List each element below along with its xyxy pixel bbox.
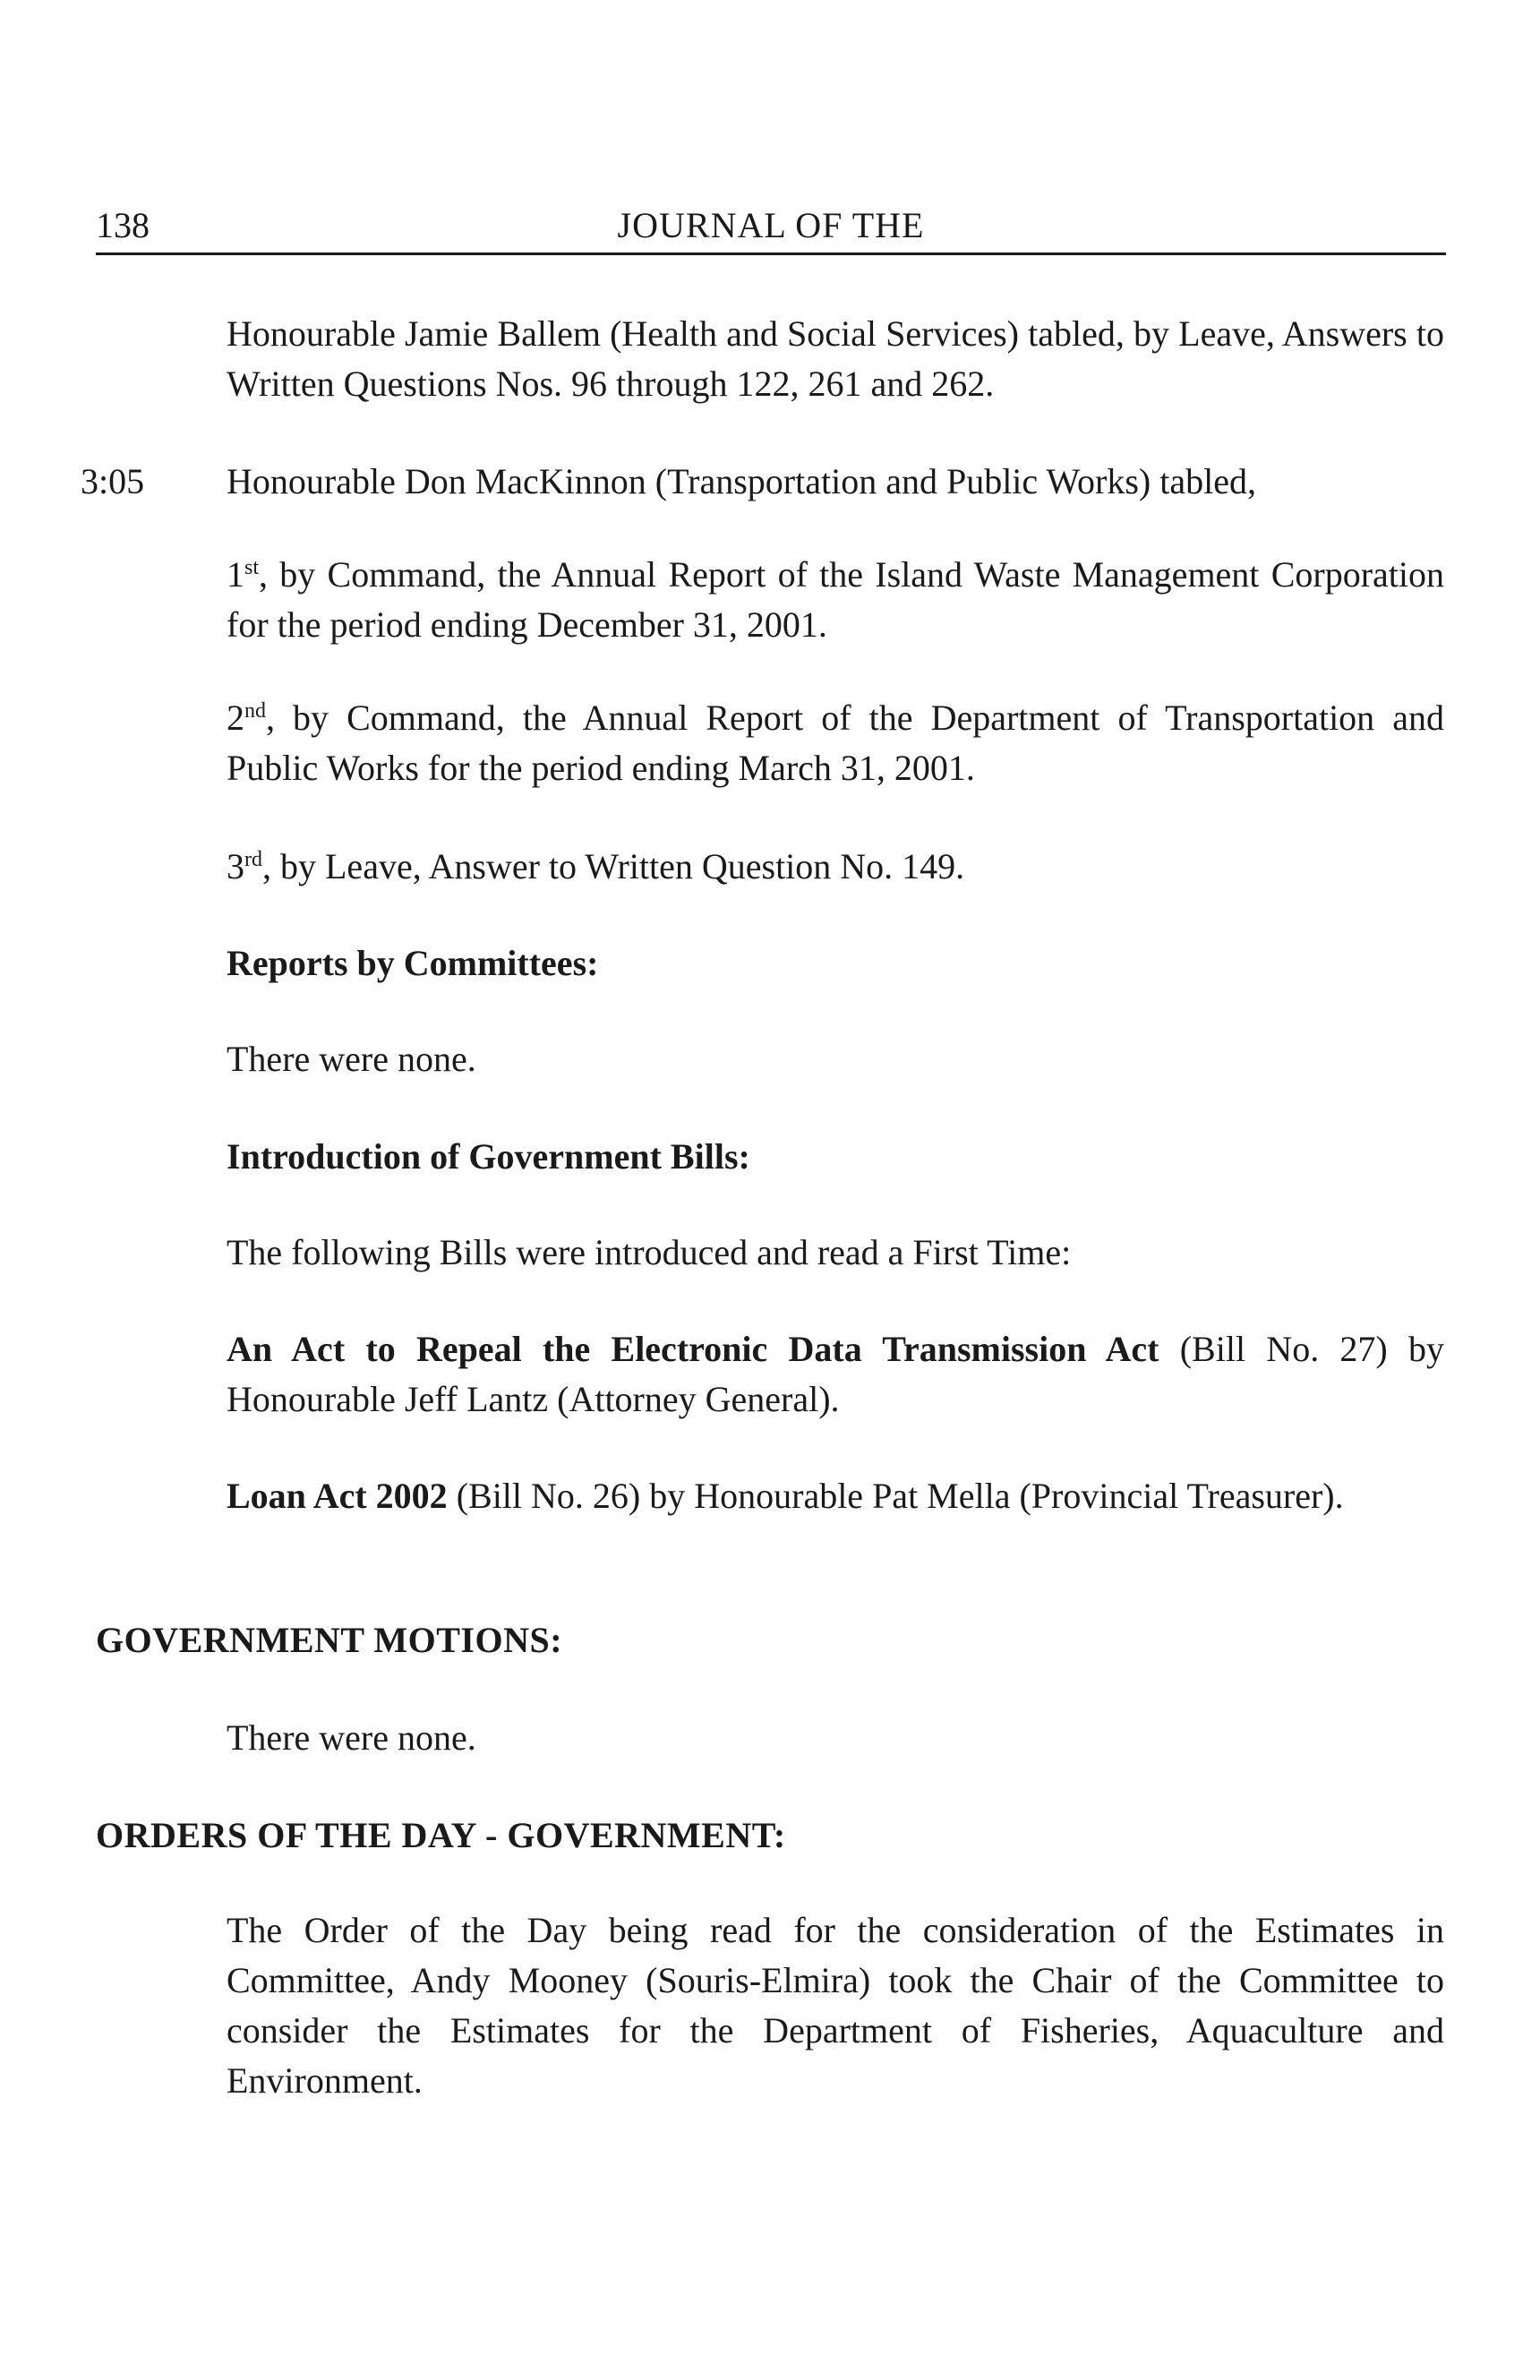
tabled-item-ordinal: 1 [227, 554, 244, 595]
tabled-item-text: , by Command, the Annual Report of the Island Waste Management Corporation for the period ending December 31, 2001. [227, 554, 1444, 645]
tabled-item-ordinal-suffix: st [244, 556, 260, 579]
orders-of-day-heading: ORDERS OF THE DAY - GOVERNMENT: [96, 1815, 786, 1855]
ballem-tabling-paragraph: Honourable Jamie Ballem (Health and Social Services) tabled, by Leave, Answers to Written Questions Nos. 96 through 122, 261 and 262. [227, 313, 1444, 404]
tabled-item-ordinal-suffix: rd [244, 848, 262, 871]
running-head: JOURNAL OF THE [617, 205, 925, 245]
bill-title: Loan Act 2002 [227, 1476, 448, 1516]
government-bills-intro: The following Bills were introduced and read a First Time: [227, 1232, 1072, 1272]
bill-details: (Bill No. 26) by Honourable Pat Mella (Provincial Treasurer). [447, 1476, 1344, 1516]
bill-entry-1 [227, 1324, 1444, 1425]
orders-of-day-text: The Order of the Day being read for the consideration of the Estimates in Committee, Andy Mooney (Souris-Elmira) took the Chair of the Committee to consider the Estimates for the Department of Fisheries, Aquaculture and Environment. [227, 1910, 1444, 2101]
tabled-item-text: , by Command, the Annual Report of the Department of Transportation and Public Works for the period ending March 31, 2001. [227, 698, 1444, 788]
bill-title: An Act to Repeal the Electronic Data Transmission Act [227, 1329, 1159, 1369]
page-number: 138 [96, 205, 150, 245]
reports-heading: Reports by Committees: [227, 943, 599, 983]
tabled-item-ordinal-suffix: nd [244, 699, 266, 723]
tabled-item-3 [227, 842, 1444, 892]
page-header [96, 199, 1446, 255]
government-bills-heading: Introduction of Government Bills: [227, 1136, 750, 1177]
government-motions-heading: GOVERNMENT MOTIONS: [96, 1620, 563, 1660]
government-motions-text: There were none. [227, 1717, 476, 1758]
time-stamp: 3:05 [81, 461, 145, 501]
tabled-item-text: , by Leave, Answer to Written Question No. 149. [262, 846, 965, 886]
bill-entry-2 [227, 1471, 1444, 1521]
reports-text: There were none. [227, 1039, 476, 1079]
tabled-item-1 [227, 550, 1444, 650]
tabled-item-2 [227, 693, 1444, 793]
mackinnon-tabling-paragraph: Honourable Don MacKinnon (Transportation and Public Works) tabled, [227, 461, 1256, 501]
tabled-item-ordinal: 3 [227, 846, 244, 886]
bill-details: (Bill No. 27) by Honourable Jeff Lantz (Attorney General). [227, 1329, 1444, 1419]
tabled-item-ordinal: 2 [227, 698, 244, 738]
